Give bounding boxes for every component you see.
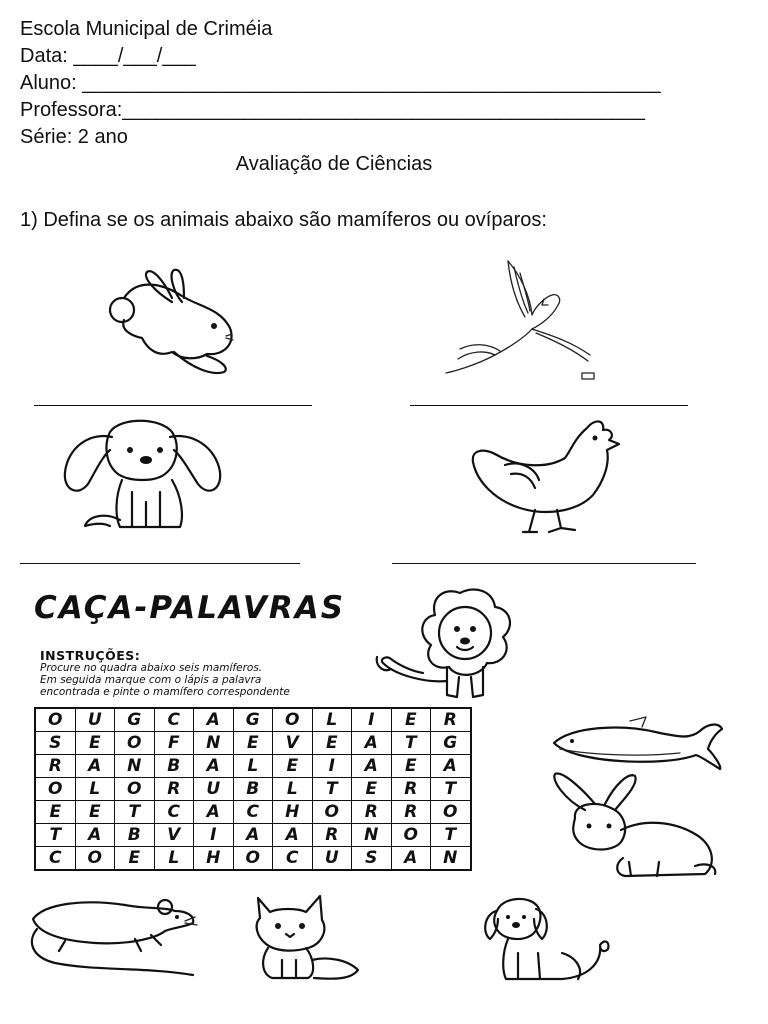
- wordsearch-cell[interactable]: O: [115, 778, 155, 801]
- wordsearch-cell[interactable]: E: [35, 801, 75, 824]
- wordsearch-cell[interactable]: T: [312, 778, 352, 801]
- rabbit-icon: [545, 770, 720, 882]
- wordsearch-row: [35, 801, 471, 824]
- wordsearch-cell[interactable]: T: [431, 778, 471, 801]
- lion-icon: [375, 585, 545, 705]
- wordsearch-cell[interactable]: E: [391, 708, 431, 732]
- wordsearch-cell[interactable]: V: [154, 824, 194, 847]
- wordsearch-cell[interactable]: O: [35, 708, 75, 732]
- wordsearch-grid: [34, 707, 472, 871]
- wordsearch-cell[interactable]: R: [154, 778, 194, 801]
- wordsearch-cell[interactable]: L: [233, 755, 273, 778]
- wordsearch-cell[interactable]: A: [194, 801, 234, 824]
- wordsearch-cell[interactable]: E: [391, 755, 431, 778]
- wordsearch-cell[interactable]: F: [154, 732, 194, 755]
- wordsearch-cell[interactable]: C: [154, 801, 194, 824]
- wordsearch-cell[interactable]: U: [312, 847, 352, 871]
- wordsearch-cell[interactable]: O: [391, 824, 431, 847]
- answer-line-3[interactable]: [20, 563, 300, 564]
- wordsearch-cell[interactable]: U: [75, 708, 115, 732]
- instruction-line: Procure no quadra abaixo seis mamíferos.: [40, 662, 263, 674]
- grade-field: Série: 2 ano: [20, 126, 128, 148]
- wordsearch-cell[interactable]: T: [431, 824, 471, 847]
- wordsearch-cell[interactable]: A: [352, 755, 392, 778]
- rabbit-icon: [102, 268, 242, 383]
- page-title: Avaliação de Ciências: [235, 153, 433, 175]
- wordsearch-cell[interactable]: E: [75, 801, 115, 824]
- rat-icon: [25, 895, 200, 980]
- wordsearch-cell[interactable]: G: [233, 708, 273, 732]
- wordsearch-cell[interactable]: T: [115, 801, 155, 824]
- wordsearch-cell[interactable]: N: [352, 824, 392, 847]
- wordsearch-cell[interactable]: E: [115, 847, 155, 871]
- wordsearch-cell[interactable]: R: [35, 755, 75, 778]
- wordsearch-cell[interactable]: A: [233, 824, 273, 847]
- wordsearch-cell[interactable]: C: [35, 847, 75, 871]
- date-field: Data: ____/___/___: [20, 45, 196, 67]
- wordsearch-cell[interactable]: B: [154, 755, 194, 778]
- wordsearch-cell[interactable]: B: [115, 824, 155, 847]
- wordsearch-cell[interactable]: V: [273, 732, 313, 755]
- wordsearch-cell[interactable]: N: [431, 847, 471, 871]
- school-name: Escola Municipal de Criméia: [20, 18, 273, 40]
- wordsearch-cell[interactable]: G: [431, 732, 471, 755]
- wordsearch-cell[interactable]: O: [233, 847, 273, 871]
- wordsearch-cell[interactable]: U: [194, 778, 234, 801]
- wordsearch-cell[interactable]: S: [35, 732, 75, 755]
- wordsearch-cell[interactable]: O: [273, 708, 313, 732]
- student-field: Aluno: ____________________________________________________: [20, 72, 661, 94]
- wordsearch-cell[interactable]: B: [233, 778, 273, 801]
- question-1: 1) Defina se os animais abaixo são mamíferos ou ovíparos:: [20, 209, 547, 231]
- wordsearch-cell[interactable]: A: [75, 755, 115, 778]
- answer-line-1[interactable]: [34, 405, 312, 406]
- wordsearch-row: [35, 708, 471, 732]
- teacher-field: Professora:_______________________________________________: [20, 99, 646, 121]
- wordsearch-title: CAÇA-PALAVRAS: [34, 590, 346, 626]
- wordsearch-cell[interactable]: E: [75, 732, 115, 755]
- wordsearch-cell[interactable]: L: [273, 778, 313, 801]
- wordsearch-cell[interactable]: R: [391, 801, 431, 824]
- instruction-line: Em seguida marque com o lápis a palavra: [40, 674, 262, 686]
- wordsearch-cell[interactable]: I: [312, 755, 352, 778]
- wordsearch-cell[interactable]: E: [312, 732, 352, 755]
- wordsearch-cell[interactable]: L: [154, 847, 194, 871]
- instructions-title: INSTRUÇÕES:: [40, 648, 141, 663]
- wordsearch-row: [35, 778, 471, 801]
- wordsearch-cell[interactable]: R: [352, 801, 392, 824]
- dog-icon: [60, 412, 230, 537]
- wordsearch-row: [35, 732, 471, 755]
- wordsearch-cell[interactable]: T: [35, 824, 75, 847]
- whale-icon: [550, 715, 730, 775]
- wordsearch-cell[interactable]: A: [352, 732, 392, 755]
- wordsearch-cell[interactable]: A: [75, 824, 115, 847]
- cat-icon: [248, 890, 368, 982]
- parrot-icon: [440, 255, 600, 380]
- wordsearch-cell[interactable]: L: [312, 708, 352, 732]
- wordsearch-cell[interactable]: G: [115, 708, 155, 732]
- wordsearch-cell[interactable]: E: [233, 732, 273, 755]
- wordsearch-cell[interactable]: H: [273, 801, 313, 824]
- wordsearch-cell[interactable]: H: [194, 847, 234, 871]
- wordsearch-cell[interactable]: N: [115, 755, 155, 778]
- wordsearch-cell[interactable]: C: [273, 847, 313, 871]
- instruction-line: encontrada e pinte o mamífero correspondente: [40, 686, 290, 698]
- wordsearch-cell[interactable]: R: [312, 824, 352, 847]
- hen-icon: [465, 410, 625, 540]
- wordsearch-cell[interactable]: O: [35, 778, 75, 801]
- wordsearch-cell[interactable]: A: [273, 824, 313, 847]
- wordsearch-cell[interactable]: O: [431, 801, 471, 824]
- wordsearch-cell[interactable]: E: [352, 778, 392, 801]
- wordsearch-row: [35, 755, 471, 778]
- wordsearch-cell[interactable]: E: [273, 755, 313, 778]
- wordsearch-cell[interactable]: S: [352, 847, 392, 871]
- wordsearch-cell[interactable]: N: [194, 732, 234, 755]
- wordsearch-cell[interactable]: A: [391, 847, 431, 871]
- wordsearch-cell[interactable]: A: [431, 755, 471, 778]
- answer-line-2[interactable]: [410, 405, 688, 406]
- wordsearch-cell[interactable]: C: [233, 801, 273, 824]
- wordsearch-cell[interactable]: R: [391, 778, 431, 801]
- dog-icon: [478, 893, 613, 983]
- wordsearch-cell[interactable]: I: [352, 708, 392, 732]
- wordsearch-row: [35, 824, 471, 847]
- wordsearch-cell[interactable]: A: [194, 755, 234, 778]
- wordsearch-cell[interactable]: I: [194, 824, 234, 847]
- wordsearch-row: [35, 847, 471, 871]
- wordsearch-cell[interactable]: T: [391, 732, 431, 755]
- wordsearch-cell[interactable]: O: [312, 801, 352, 824]
- wordsearch-cell[interactable]: R: [431, 708, 471, 732]
- wordsearch-cell[interactable]: A: [194, 708, 234, 732]
- wordsearch-cell[interactable]: L: [75, 778, 115, 801]
- wordsearch-cell[interactable]: O: [115, 732, 155, 755]
- wordsearch-cell[interactable]: O: [75, 847, 115, 871]
- wordsearch-cell[interactable]: C: [154, 708, 194, 732]
- answer-line-4[interactable]: [392, 563, 696, 564]
